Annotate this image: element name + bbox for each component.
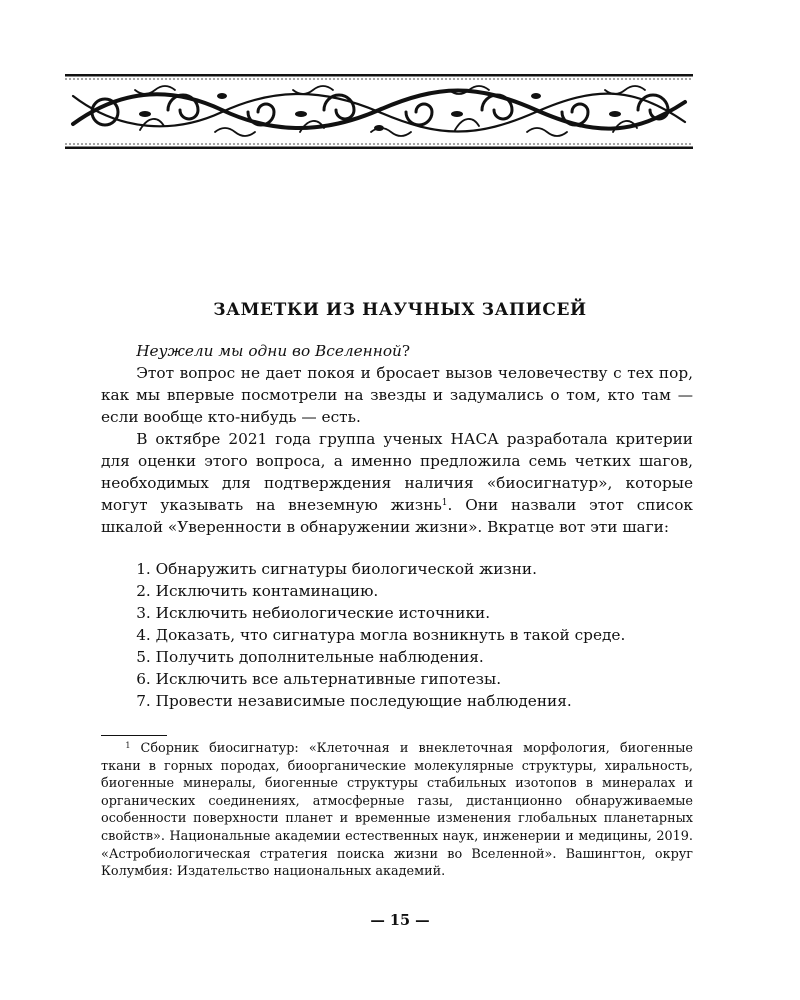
steps-list [101,558,693,712]
footnote-marker: 1 [125,741,131,750]
question-mark: ? [401,342,411,360]
decorative-scroll-ornament [65,74,693,150]
paragraph-text: В октябре 2021 года группа ученых НАСА разработала критерии для оценки этого вопроса, а именно предложила семь четких шагов, необходимых для подтверждения наличия «биосигнатур», которые могут указывать на внеземную жизнь [101,430,693,514]
list-item: 1. Обнаружить сигнатуры биологической жизни. [136,560,537,578]
question-text: Неужели мы одни во Вселенной [136,342,402,360]
footnote-paragraph [101,740,693,881]
footnote-text: Сборник биосигнатур: «Клеточная и внеклеточная морфология, биогенные ткани в горных породах, биоорганические молекулярные структуры, хиральность, биогенные минералы, биогенные структуры стабильных изотопов в минералах и органических соединениях, атмосферные газы, дистанционно обнаруживаемые особенности поверхности планет и временные изменения глобальных планетарных свойств». Национальные академии естественных наук, инженерии и медицины, 2019. «Астробиологическая стратегия поиска жизни во Вселенной». Вашингтон, округ Колумбия: Издательство национальных академий. [101,741,693,880]
list-item: 4. Доказать, что сигнатура могла возникнуть в такой среде. [136,626,626,644]
paragraph: Этот вопрос не дает покоя и бросает вызов человечеству с тех пор, как мы впервые посмотрели на звезды и задумались о том, кто там — если вообще кто-нибудь — есть. [101,364,693,426]
list-item: 7. Провести независимые последующие наблюдения. [136,692,572,710]
footnote [101,740,693,881]
page-number: — 15 — [370,912,430,929]
paragraph [101,428,693,538]
body-text [101,340,693,712]
list-item: 6. Исключить все альтернативные гипотезы. [136,670,502,688]
list-item: 2. Исключить контаминацию. [136,582,379,600]
list-item: 5. Получить дополнительные наблюдения. [136,648,484,666]
footnote-divider [101,735,167,736]
paragraph-text: . Они назвали этот список шкалой «Уверенности в обнаружении жизни». Вкратце вот эти шаги: [101,496,693,536]
footnote-reference[interactable]: 1 [441,498,448,508]
section-heading: ЗАМЕТКИ ИЗ НАУЧНЫХ ЗАПИСЕЙ [213,300,587,320]
question-paragraph [101,340,693,362]
list-item: 3. Исключить небиологические источники. [136,604,491,622]
